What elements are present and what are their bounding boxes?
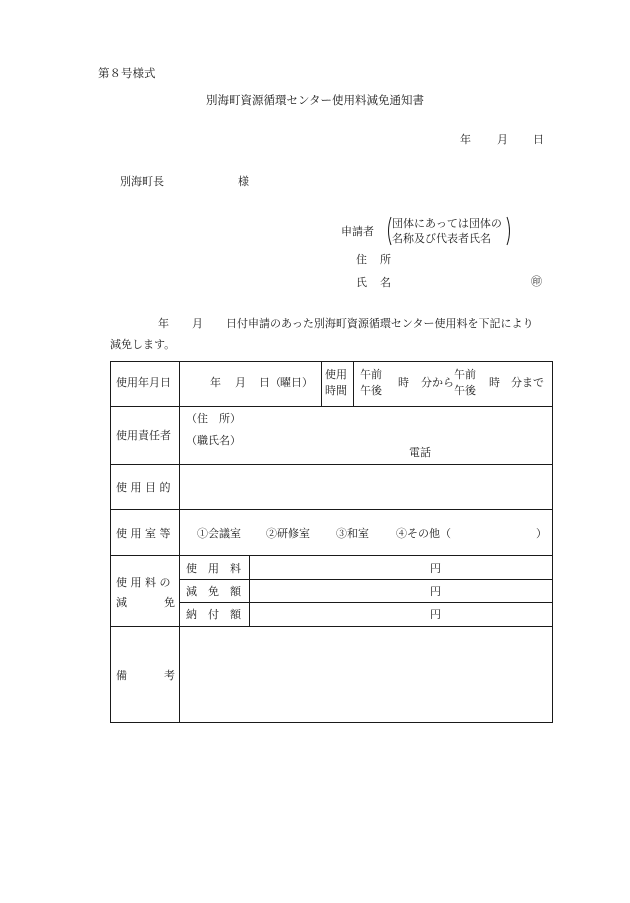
usage-date-weekday: 曜日）: [280, 376, 313, 389]
usage-date-day: 日（: [259, 376, 281, 389]
room-option-japanese: ③和室: [336, 527, 369, 540]
usage-time-label-1: 使用: [325, 368, 347, 381]
usage-date-month: 月: [235, 376, 246, 389]
seal-mark: ㊞: [531, 275, 542, 288]
body-year: 年: [158, 317, 169, 330]
responsible-person-label: 使用責任者: [116, 429, 171, 442]
applicant-address-label-b: 所: [380, 253, 391, 266]
usage-time-label-2: 時間: [325, 384, 347, 397]
start-pm: 午後: [360, 384, 382, 397]
fee-reduction-amount-label: 減 免 額: [186, 585, 241, 598]
applicant-note-line1: 団体にあっては団体の: [392, 217, 502, 230]
applicant-label: 申請者: [341, 225, 374, 238]
room-option-training: ②研修室: [266, 527, 310, 540]
fee-reduction-amount-unit: 円: [430, 585, 441, 598]
addressee-honorific: 様: [238, 175, 249, 188]
room-label: 使 用 室 等: [116, 527, 171, 540]
responsible-job-name: （職氏名）: [186, 434, 241, 447]
fee-payment-label: 納 付 額: [186, 608, 241, 621]
applicant-note-line2: 名称及び代表者氏名: [392, 232, 491, 245]
body-text-line1: 日付申請のあった別海町資源循環センター使用料を下記により: [226, 317, 534, 330]
remarks-label-a: 備: [116, 669, 127, 682]
usage-table: [110, 361, 553, 723]
body-month: 月: [192, 317, 203, 330]
start-minute-from: 分から: [421, 376, 454, 389]
room-option-other: ④その他（: [396, 527, 451, 540]
date-month: 月: [497, 133, 508, 146]
fee-usage-label: 使 用 料: [186, 562, 241, 575]
room-option-meeting: ①会議室: [197, 527, 241, 540]
addressee-name: 別海町長: [120, 175, 164, 188]
start-am: 午前: [360, 368, 382, 381]
document-title: 別海町資源循環センター使用料減免通知書: [205, 93, 425, 107]
date-year: 年: [460, 133, 471, 146]
responsible-address: （住 所）: [186, 412, 241, 425]
usage-date-label: 使用年月日: [116, 376, 171, 389]
usage-date-year: 年: [210, 376, 221, 389]
date-day: 日: [533, 133, 544, 146]
fee-reduction-label-1: 使 用 料 の: [116, 576, 171, 589]
responsible-phone: 電話: [409, 446, 431, 459]
applicant-name-label-a: 氏: [356, 276, 367, 289]
room-option-other-close: ）: [536, 527, 547, 540]
end-hour: 時: [489, 376, 500, 389]
fee-reduction-label-2a: 減: [116, 596, 127, 609]
end-pm: 午後: [454, 384, 476, 397]
body-text-line2: 減免します。: [110, 338, 176, 351]
applicant-address-label-a: 住: [356, 253, 367, 266]
fee-usage-unit: 円: [430, 562, 441, 575]
usage-purpose-label: 使 用 目 的: [116, 481, 171, 494]
remarks-label-b: 考: [164, 669, 175, 682]
end-minute-until: 分まで: [511, 376, 544, 389]
applicant-name-label-b: 名: [380, 276, 391, 289]
form-number: 第８号様式: [98, 66, 156, 80]
fee-payment-unit: 円: [430, 608, 441, 621]
fee-reduction-label-2b: 免: [164, 596, 175, 609]
end-am: 午前: [454, 368, 476, 381]
start-hour: 時: [398, 376, 409, 389]
